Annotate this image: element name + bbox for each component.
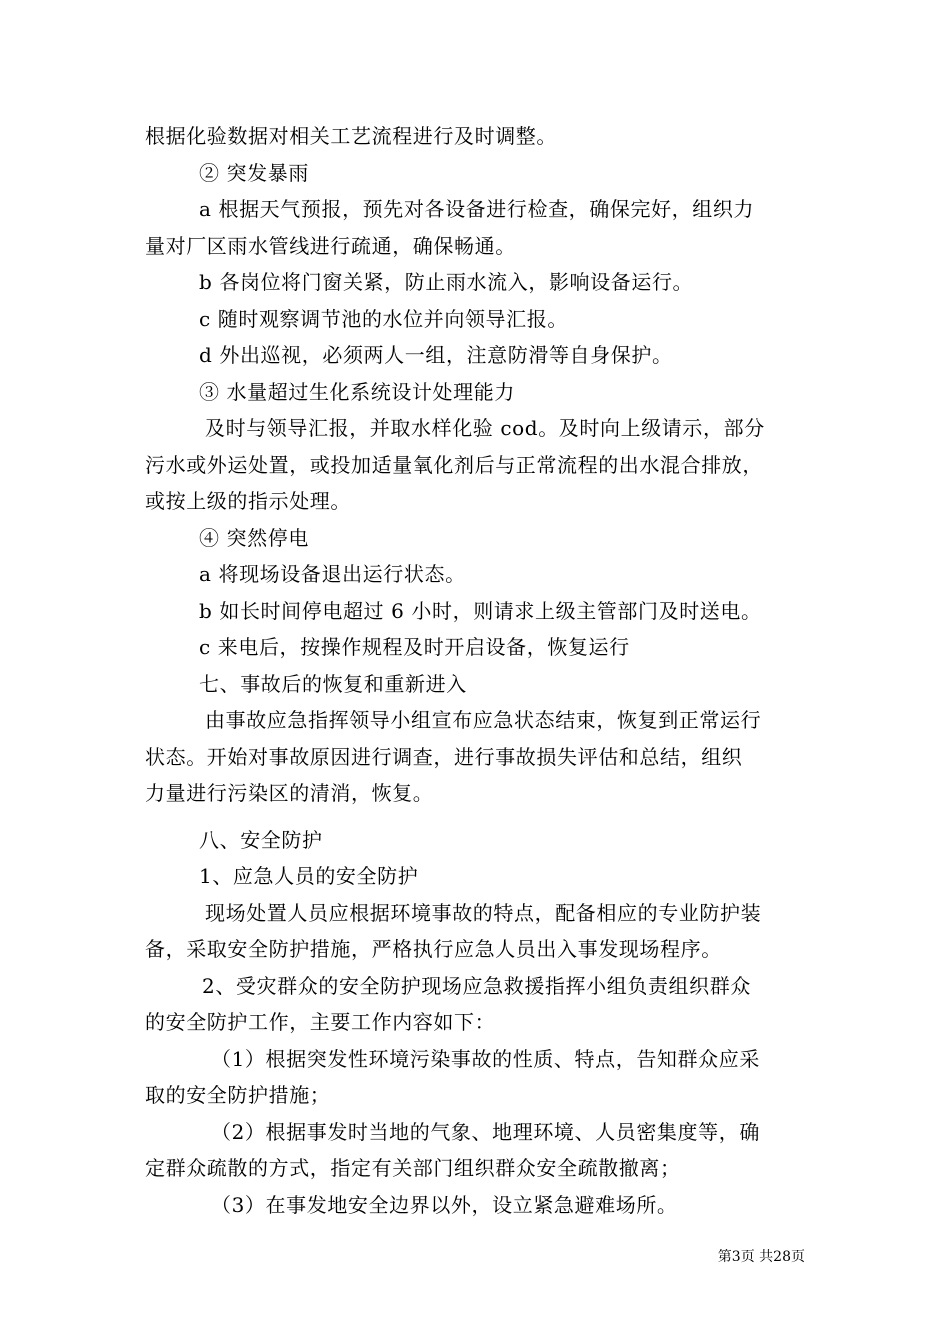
heading-sudden-power-outage: ④ 突然停电	[199, 525, 309, 550]
heading-water-volume-exceeds: ③ 水量超过生化系统设计处理能力	[199, 379, 515, 404]
page-prefix: 第	[717, 1249, 732, 1265]
paragraph-line: 或按上级的指示处理。	[145, 489, 351, 513]
list-item-line: 取的安全防护措施；	[145, 1083, 331, 1107]
section-heading-recovery: 七、事故后的恢复和重新进入	[199, 671, 467, 696]
page-number: 3	[731, 1249, 741, 1265]
list-item-line: （1）根据突发性环境污染事故的性质、特点，告知群众应采	[211, 1046, 760, 1071]
paragraph-line: 备，采取安全防护措施，严格执行应急人员出入事发现场程序。	[145, 937, 722, 961]
paragraph-line: 量对厂区雨水管线进行疏通，确保畅通。	[145, 233, 516, 258]
paragraph-line: 状态。开始对事故原因进行调查，进行事故损失评估和总结，组织	[145, 744, 743, 769]
list-item-line: （3）在事发地安全边界以外，设立紧急避难场所。	[211, 1192, 678, 1217]
paragraph-line: d 外出巡视，必须两人一组，注意防滑等自身保护。	[199, 343, 673, 367]
paragraph-line: a 将现场设备退出运行状态。	[199, 562, 466, 586]
page-total: 28	[773, 1249, 791, 1265]
document-body	[145, 118, 815, 1223]
subsection-heading-responder-protection: 1、应急人员的安全防护	[199, 864, 419, 888]
paragraph-line: 的安全防护工作，主要工作内容如下：	[145, 1010, 496, 1034]
paragraph-line: a 根据天气预报，预先对各设备进行检查，确保完好，组织力	[199, 197, 755, 221]
paragraph-line: 2、受灾群众的安全防护现场应急救援指挥小组负责组织群众	[202, 973, 751, 998]
paragraph-line: b 各岗位将门窗关紧，防止雨水流入，影响设备运行。	[199, 270, 694, 294]
spacer	[145, 812, 815, 822]
paragraph-line: 及时与领导汇报，并取水样化验 cod。及时向上级请示，部分	[205, 416, 765, 440]
page-suffix: 页	[791, 1249, 805, 1265]
page-footer	[718, 1246, 805, 1266]
paragraph-line: c 来电后，按操作规程及时开启设备，恢复运行	[199, 635, 630, 659]
section-heading-safety-protection: 八、安全防护	[199, 827, 323, 852]
paragraph-line: 污水或外运处置，或投加适量氧化剂后与正常流程的出水混合排放，	[145, 452, 763, 477]
list-item-line: 定群众疏散的方式，指定有关部门组织群众安全疏散撤离；	[145, 1156, 681, 1180]
paragraph-line: c 随时观察调节池的水位并向领导汇报。	[199, 306, 568, 331]
paragraph-line: 现场处置人员应根据环境事故的特点，配备相应的专业防护装	[205, 900, 762, 925]
paragraph-line: b 如长时间停电超过 6 小时，则请求上级主管部门及时送电。	[199, 598, 762, 623]
paragraph-line: 力量进行污染区的清消，恢复。	[145, 781, 434, 805]
page-middle: 页 共	[740, 1249, 774, 1265]
paragraph-line: 根据化验数据对相关工艺流程进行及时调整。	[145, 124, 557, 148]
heading-sudden-rainstorm: ② 突发暴雨	[199, 160, 309, 185]
paragraph-line: 由事故应急指挥领导小组宣布应急状态结束，恢复到正常运行	[205, 708, 762, 732]
list-item-line: （2）根据事发时当地的气象、地理环境、人员密集度等，确	[211, 1119, 760, 1144]
